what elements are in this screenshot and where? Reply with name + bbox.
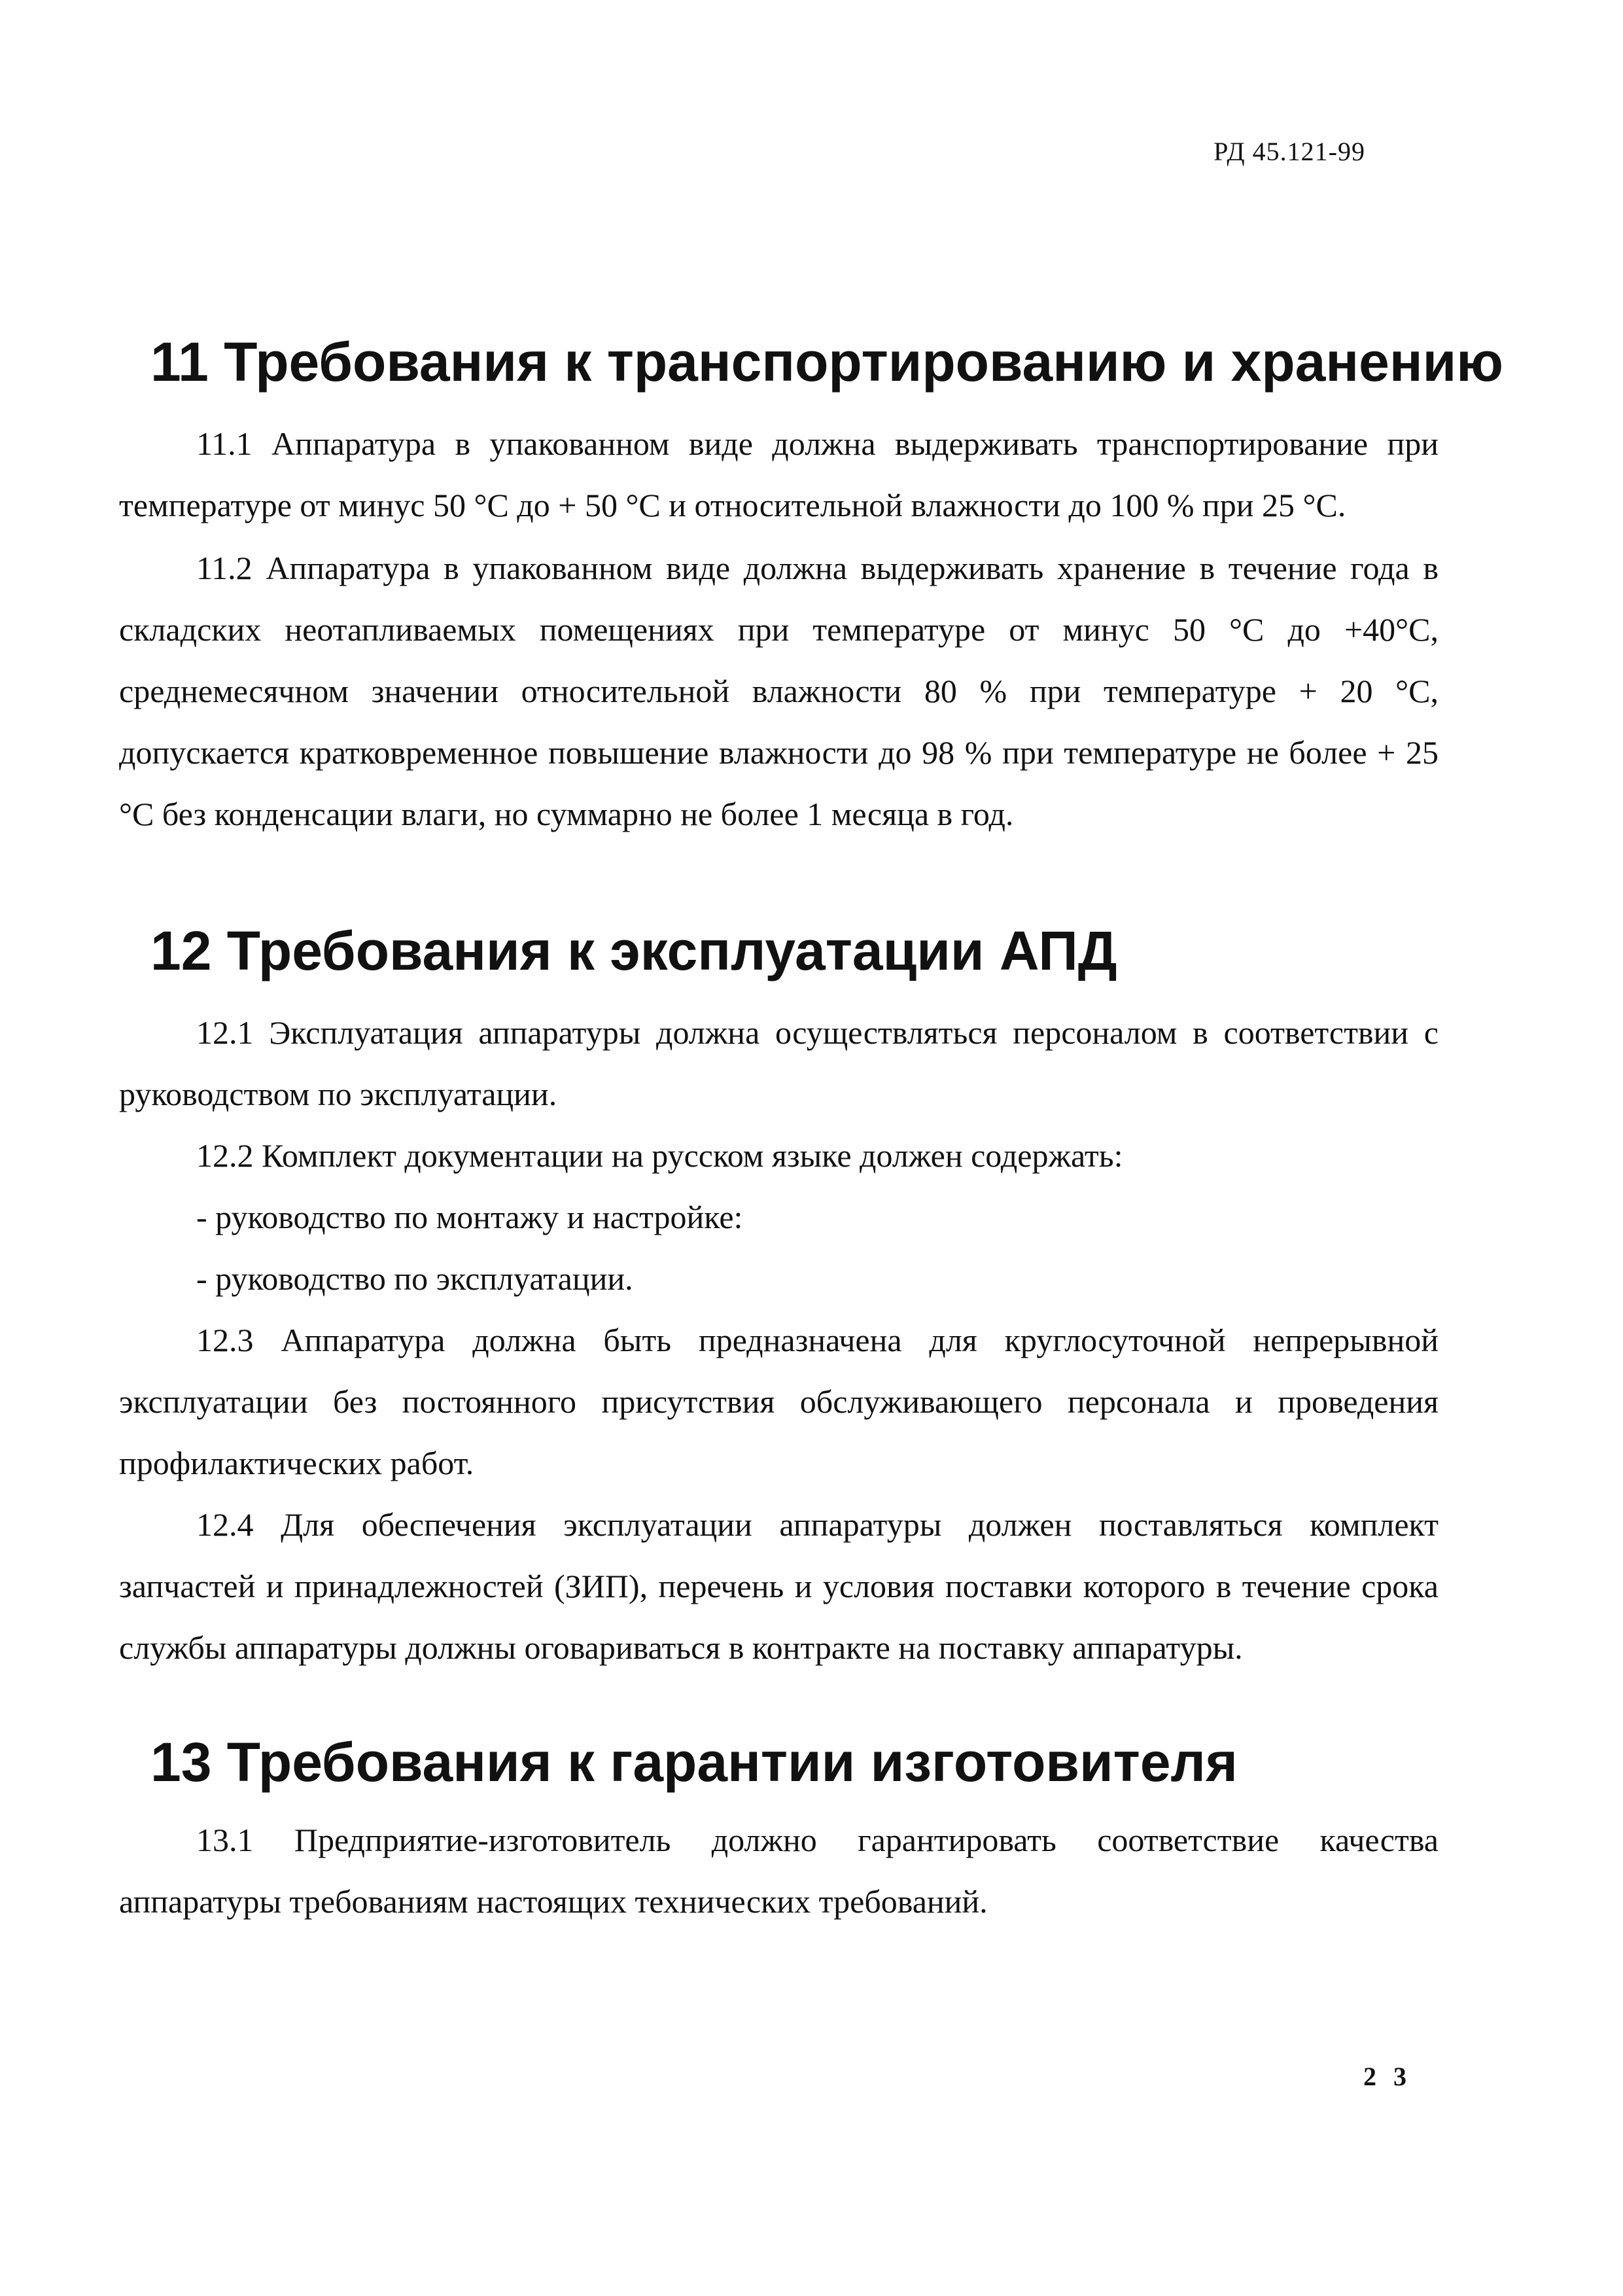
section-13-body [119,1809,1439,1932]
paragraph-13-1: 13.1 Предприятие-изготовитель должно гарантировать соответствие качества аппаратуры требованиям настоящих технических требований. [119,1822,1439,1920]
section-12-body [119,1002,1439,1678]
list-item: - руководство по эксплуатации. [196,1260,633,1297]
paragraph-12-4: 12.4 Для обеспечения эксплуатации аппаратуры должен поставляться комплект запчастей и принадлежностей (ЗИП), перечень и условия поставки которого в течение срока службы аппаратуры должны оговариваться в контракте на поставку аппаратуры. [119,1506,1439,1666]
section-11-body [119,413,1439,845]
paragraph-12-1: 12.1 Эксплуатация аппаратуры должна осуществляться персоналом в соответствии с руководством по эксплуатации. [119,1014,1439,1112]
paragraph-11-2: 11.2 Аппаратура в упакованном виде должна выдерживать хранение в течение года в складских неотапливаемых помещениях при температуре от минус 50 °С до +40°С, среднемесячном значении относительной влажности 80 % при температуре + 20 °С, допускается кратковременное повышение влажности до 98 % при температуре не более + 25 °С без конденсации влаги, но суммарно не более 1 месяца в год. [119,550,1439,832]
paragraph-12-2: 12.2 Комплект документации на русском языке должен содержать: [196,1137,1123,1174]
page-number: 2 3 [1363,2062,1412,2091]
section-13-heading: 13 Требования к гарантии изготовителя [150,1731,1238,1793]
section-11-heading: 11 Требования к транспортированию и хранению [150,331,1503,393]
paragraph-12-3: 12.3 Аппаратура должна быть предназначена для круглосуточной непрерывной эксплуатации без постоянного присутствия обслуживающего персонала и проведения профилактических работ. [119,1322,1439,1481]
list-item: - руководство по монтажу и настройке: [196,1199,743,1235]
paragraph-11-1: 11.1 Аппаратура в упакованном виде должна выдерживать транспортирование при температуре от минус 50 °С до + 50 °С и относительной влажности до 100 % при 25 °С. [119,425,1439,523]
document-code: РД 45.121-99 [1213,137,1365,166]
section-12-heading: 12 Требования к эксплуатации АПД [150,920,1117,981]
